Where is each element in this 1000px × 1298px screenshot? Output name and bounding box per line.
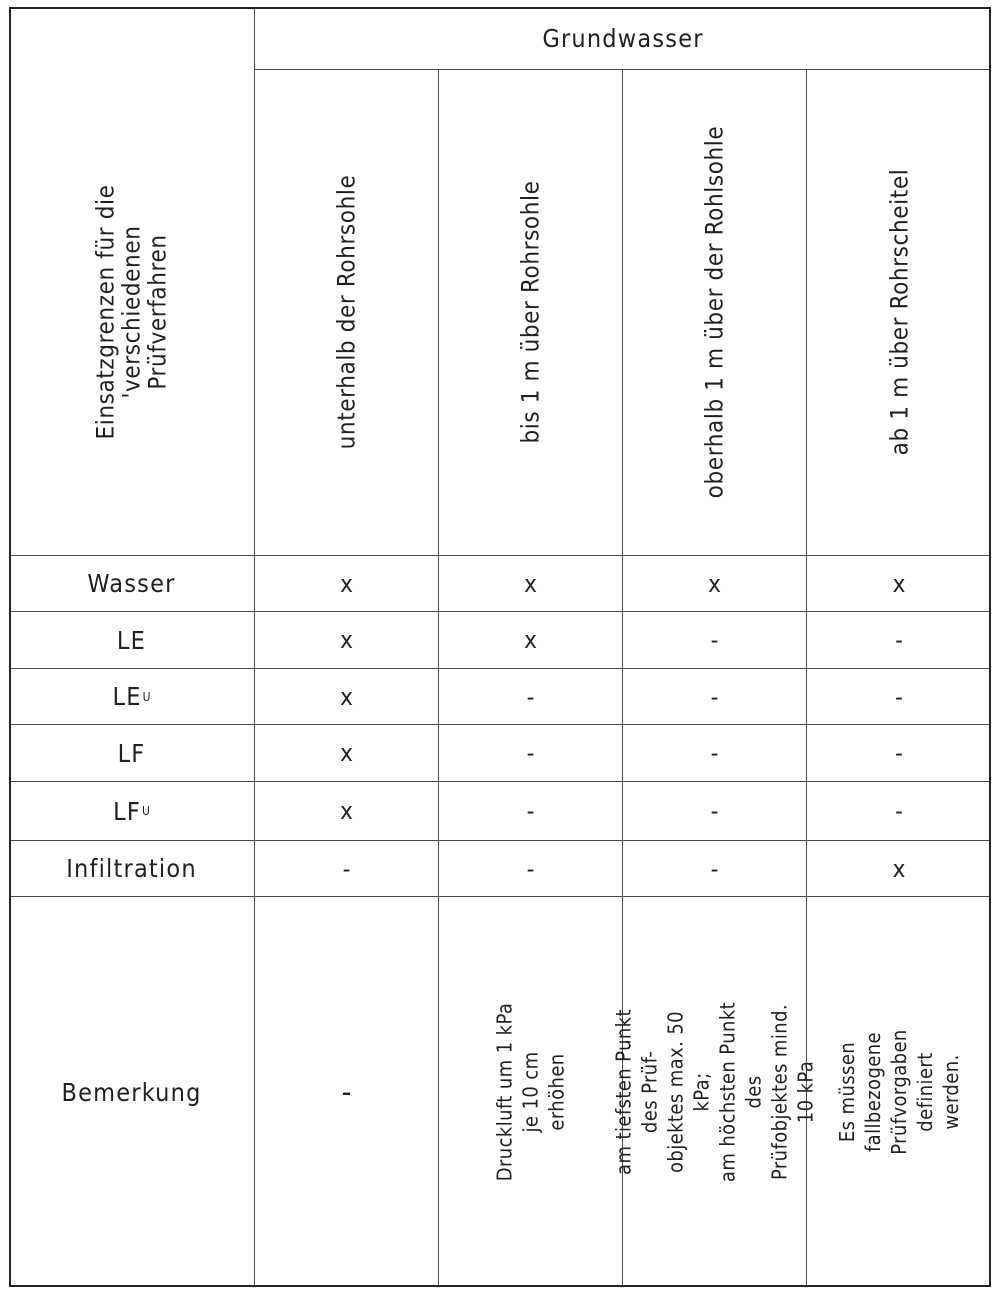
cell-value: x — [340, 739, 353, 767]
table-cell — [807, 725, 991, 781]
table-cell — [255, 612, 438, 668]
table-cell — [807, 669, 991, 724]
remark-line: erhöhen — [544, 1053, 569, 1131]
column-header — [807, 69, 991, 555]
remarks-label — [9, 897, 254, 1287]
remark-line: Es müssen fallbezogene — [835, 1031, 885, 1153]
table-cell — [439, 725, 622, 781]
remark-cell — [611, 897, 818, 1287]
cell-value: - — [342, 854, 351, 883]
cell-value: - — [895, 626, 903, 654]
remark-text — [834, 1000, 964, 1184]
column-header-text: ab 1 m über Rohrscheitel — [885, 168, 914, 456]
cell-value: - — [895, 682, 903, 711]
row-label-text: Wasser — [87, 569, 176, 598]
remarks-label-text: Bemerkung — [61, 1077, 202, 1107]
cell-value: - — [710, 739, 719, 767]
remark-line: werden. — [939, 1054, 963, 1130]
cell-value: x — [340, 682, 353, 711]
remark-cell — [255, 897, 438, 1287]
remark-text: - — [341, 1074, 352, 1110]
row-label-text: LF — [117, 738, 146, 768]
row-label-text: Infiltration — [66, 854, 197, 883]
table-cell — [439, 782, 622, 840]
column-header — [439, 69, 622, 555]
cell-value: - — [710, 854, 719, 883]
row-label-header-line: Einsatzgrenzen für die — [91, 184, 120, 440]
remark-line: am tiefsten Punkt des Prüf- — [611, 1009, 662, 1175]
table-cell — [439, 841, 622, 896]
row-label — [9, 669, 254, 724]
table-cell — [623, 669, 806, 724]
cell-value: x — [340, 569, 353, 598]
column-header — [623, 69, 806, 555]
row-label-text: LF — [113, 796, 141, 826]
row-label-subscript: U — [142, 689, 151, 704]
remark-line: am höchsten Punkt des — [715, 1001, 766, 1183]
table-cell — [807, 782, 991, 840]
test-method-limits-table — [9, 7, 991, 1287]
cell-value: - — [710, 626, 719, 654]
row-label-header — [9, 69, 254, 555]
row-label-header-line: 'verschiedenen — [117, 225, 146, 399]
table-cell — [623, 556, 806, 611]
cell-value: x — [340, 797, 353, 825]
remark-line: Druckluft um 1 kPa je 10 cm — [492, 1002, 543, 1182]
cell-value: - — [895, 797, 903, 825]
table-cell — [439, 669, 622, 724]
table-cell — [255, 725, 438, 781]
cell-value: x — [524, 626, 537, 654]
table-cell — [623, 612, 806, 668]
table-cell — [807, 556, 991, 611]
row-label — [9, 725, 254, 781]
cell-value: x — [708, 569, 721, 598]
cell-value: x — [892, 854, 906, 883]
column-header-text: bis 1 m über Rohrsohle — [516, 180, 545, 444]
row-label — [9, 782, 254, 840]
row-label-text: LE — [116, 625, 147, 655]
table-cell — [439, 556, 622, 611]
table-cell — [623, 841, 806, 896]
row-label — [9, 612, 254, 668]
table-cell — [807, 612, 991, 668]
cell-value: - — [710, 797, 719, 825]
remark-text — [611, 1001, 819, 1184]
table-cell — [255, 782, 438, 840]
table-cell — [623, 725, 806, 781]
cell-value: x — [340, 626, 353, 654]
row-label-header-text — [93, 184, 171, 439]
table-cell — [255, 556, 438, 611]
cell-value: x — [892, 569, 906, 598]
row-label-subscript: U — [141, 804, 150, 818]
remark-cell — [807, 897, 991, 1287]
cell-value: - — [526, 739, 535, 767]
table-cell — [255, 841, 438, 896]
table-cell — [623, 782, 806, 840]
column-header — [255, 69, 438, 555]
column-header-text: oberhalb 1 m über der Rohlsohle — [700, 125, 729, 499]
cell-value: - — [526, 797, 535, 825]
table-cell — [439, 612, 622, 668]
cell-value: x — [524, 569, 537, 598]
remark-line: Prüfvorgaben definiert — [887, 1029, 937, 1155]
row-label-header-line: Prüfverfahren — [143, 234, 172, 390]
remark-cell — [439, 897, 622, 1287]
row-label — [9, 841, 254, 896]
cell-value: - — [710, 682, 719, 711]
row-label-text: LE — [112, 682, 142, 711]
remark-line: Prüfobjektes mind. 10 kPa — [767, 1003, 818, 1181]
remark-text — [492, 1001, 570, 1184]
table-cell — [807, 841, 991, 896]
table-cell — [255, 669, 438, 724]
cell-value: - — [526, 682, 535, 711]
group-header-text: Grundwasser — [542, 23, 704, 53]
remark-line: objektes max. 50 kPa; — [663, 1010, 714, 1174]
cell-value: - — [526, 854, 535, 883]
row-label — [9, 556, 254, 611]
column-header-text: unterhalb der Rohrsohle — [332, 174, 361, 450]
group-header-grundwasser — [255, 7, 991, 69]
cell-value: - — [895, 739, 903, 767]
